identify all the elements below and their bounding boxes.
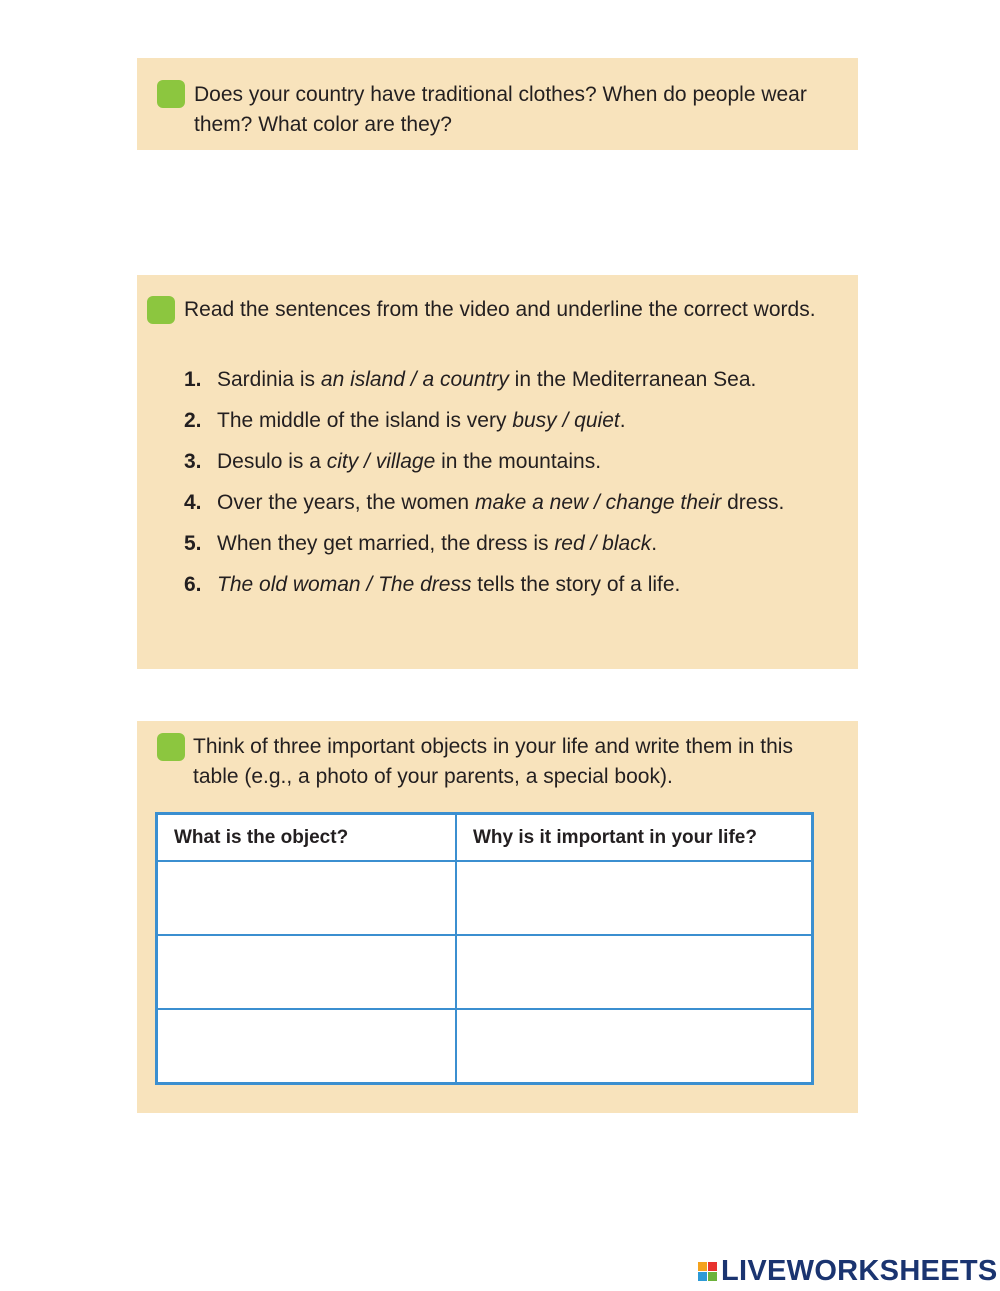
exercise-1-marker — [157, 80, 185, 108]
exercise-2-sentence-list — [184, 366, 824, 612]
sentence-text: in the Mediterranean Sea. — [508, 368, 757, 391]
reason-answer-cell[interactable] — [456, 935, 813, 1009]
liveworksheets-logo — [698, 1255, 998, 1287]
logo-blocks-icon — [698, 1262, 717, 1281]
sentence-text: Sardinia is — [217, 368, 321, 391]
sentence-number: 5. — [184, 532, 202, 555]
exercise-1-prompt: Does your country have traditional clothes? When do people wear them? What color are they? — [194, 83, 807, 136]
object-answer-cell[interactable] — [157, 861, 457, 935]
sentence-text: in the mountains. — [435, 450, 602, 473]
table-header-row — [157, 814, 813, 862]
object-answer-cell[interactable] — [157, 1009, 457, 1084]
exercise-2-prompt: Read the sentences from the video and underline the correct words. — [184, 298, 816, 321]
column-header-reason: Why is it important in your life? — [456, 814, 813, 862]
word-choice[interactable]: red / black — [554, 532, 652, 555]
reason-answer-cell[interactable] — [456, 861, 813, 935]
exercise-3-prompt: Think of three important objects in your life and write them in this table (e.g., a photo of your parents, a special book). — [193, 735, 793, 788]
brand-name: LIVEWORKSHEETS — [721, 1255, 998, 1287]
table-row — [157, 1009, 813, 1084]
exercise-3-marker — [157, 733, 185, 761]
sentence-text: When they get married, the dress is — [217, 532, 555, 555]
column-header-object: What is the object? — [157, 814, 457, 862]
reason-answer-cell[interactable] — [456, 1009, 813, 1084]
sentence-text: . — [651, 532, 658, 555]
sentence-item-1 — [184, 366, 824, 394]
sentence-text: . — [619, 409, 626, 432]
sentence-number: 6. — [184, 573, 202, 596]
sentence-item-2 — [184, 407, 824, 435]
exercise-2-marker — [147, 296, 175, 324]
sentence-number: 2. — [184, 409, 202, 432]
sentence-number: 4. — [184, 491, 202, 514]
word-choice[interactable]: The old woman / The dress — [217, 573, 472, 596]
sentence-text: The middle of the island is very — [217, 409, 513, 432]
word-choice[interactable]: busy / quiet — [512, 409, 620, 432]
sentence-text: Over the years, the women — [217, 491, 475, 514]
sentence-text: tells the story of a life. — [471, 573, 681, 596]
sentence-number: 3. — [184, 450, 202, 473]
table-row — [157, 935, 813, 1009]
objects-table — [155, 812, 814, 1085]
sentence-item-5 — [184, 530, 824, 558]
sentence-text: dress. — [721, 491, 785, 514]
sentence-number: 1. — [184, 368, 202, 391]
sentence-item-4 — [184, 489, 824, 517]
sentence-item-3 — [184, 448, 824, 476]
sentence-text: Desulo is a — [217, 450, 327, 473]
sentence-item-6 — [184, 571, 824, 599]
word-choice[interactable]: an island / a country — [320, 368, 509, 391]
word-choice[interactable]: city / village — [326, 450, 436, 473]
table-row — [157, 861, 813, 935]
word-choice[interactable]: make a new / change their — [474, 491, 722, 514]
object-answer-cell[interactable] — [157, 935, 457, 1009]
